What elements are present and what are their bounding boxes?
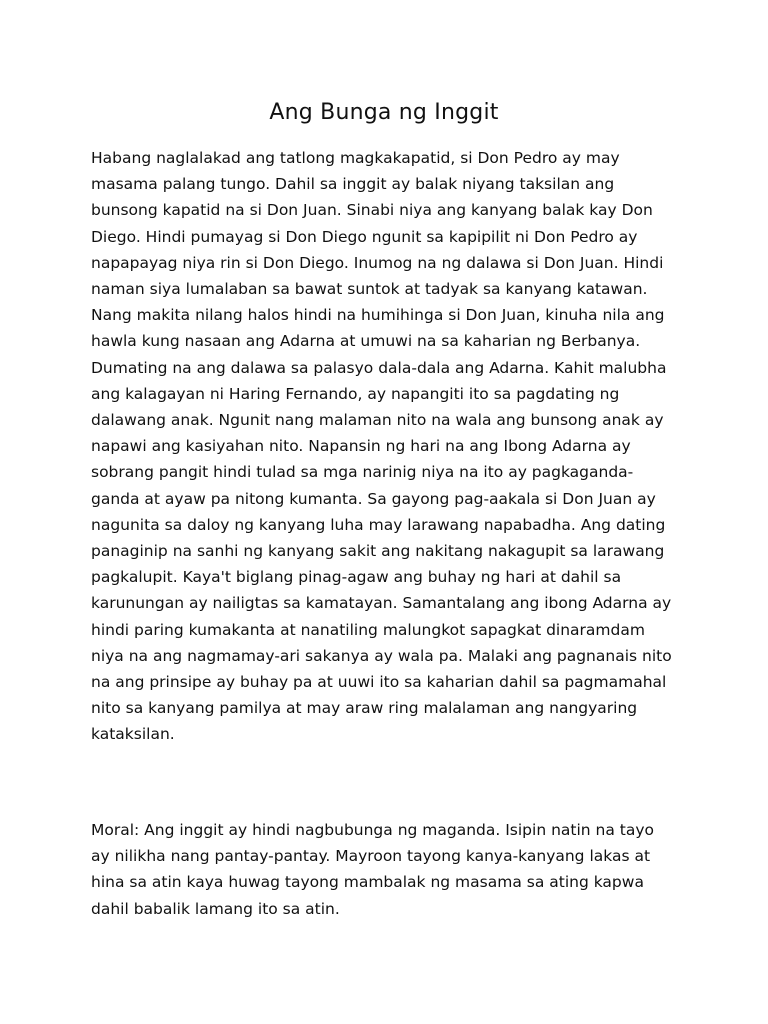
story-line: nito sa kanyang pamilya at may araw ring malalaman ang nangyaring — [91, 699, 638, 718]
story-line: Habang naglalakad ang tatlong magkakapatid, si Don Pedro ay may — [91, 149, 620, 167]
story-line: napawi ang kasiyahan nito. Napansin ng hari na ang Ibong Adarna ay — [91, 437, 631, 456]
story-line: hindi paring kumakanta at nanatiling malungkot sapagkat dinaramdam — [91, 620, 645, 639]
story-line: sobrang pangit hindi tulad sa mga narinig niya na ito ay pagkaganda- — [91, 463, 634, 482]
document-title: Ang Bunga ng Inggit — [269, 100, 499, 125]
story-line: karunungan ay nailigtas sa kamatayan. Samantalang ang ibong Adarna ay — [91, 594, 672, 613]
moral-line: Moral: Ang inggit ay hindi nagbubunga ng maganda. Isipin natin na tayo — [91, 821, 655, 839]
story-line: dalawang anak. Ngunit nang malaman nito na wala ang bunsong anak ay — [91, 411, 664, 430]
story-line: Diego. Hindi pumayag si Don Diego ngunit sa kapipilit ni Don Pedro ay — [91, 227, 638, 246]
story-line: panaginip na sanhi ng kanyang sakit ang nakitang nakagupit sa larawang — [91, 542, 665, 561]
story-line: kataksilan. — [91, 725, 175, 744]
story-line: Dumating na ang dalawa sa palasyo dala-dala ang Adarna. Kahit malubha — [91, 358, 667, 377]
moral-paragraph — [91, 817, 691, 922]
story-line: ang kalagayan ni Haring Fernando, ay napangiti ito sa pagdating ng — [91, 384, 620, 403]
moral-line: dahil babalik lamang ito sa atin. — [91, 899, 340, 918]
story-paragraph — [91, 145, 691, 748]
story-line: naman siya lumalaban sa bawat suntok at tadyak sa kanyang katawan. — [91, 280, 648, 299]
story-line: pagkalupit. Kaya't biglang pinag-agaw ang buhay ng hari at dahil sa — [91, 568, 622, 587]
moral-line: hina sa atin kaya huwag tayong mambalak ng masama sa ating kapwa — [91, 873, 644, 892]
story-line: niya na ang nagmamay-ari sakanya ay wala pa. Malaki ang pagnanais nito — [91, 646, 672, 665]
story-line: hawla kung nasaan ang Adarna at umuwi na sa kaharian ng Berbanya. — [91, 332, 641, 351]
story-line: nagunita sa daloy ng kanyang luha may larawang napabadha. Ang dating — [91, 515, 666, 534]
story-line: napapayag niya rin si Don Diego. Inumog na ng dalawa si Don Juan. Hindi — [91, 253, 664, 272]
story-line: masama palang tungo. Dahil sa inggit ay balak niyang taksilan ang — [91, 175, 615, 194]
story-line: bunsong kapatid na si Don Juan. Sinabi niya ang kanyang balak kay Don — [91, 201, 653, 220]
story-line: Nang makita nilang halos hindi na humihinga si Don Juan, kinuha nila ang — [91, 306, 665, 325]
story-line: ganda at ayaw pa nitong kumanta. Sa gayong pag-aakala si Don Juan ay — [91, 489, 656, 508]
story-line: na ang prinsipe ay buhay pa at uuwi ito sa kaharian dahil sa pagmamahal — [91, 673, 667, 692]
moral-line: ay nilikha nang pantay-pantay. Mayroon tayong kanya-kanyang lakas at — [91, 847, 651, 866]
